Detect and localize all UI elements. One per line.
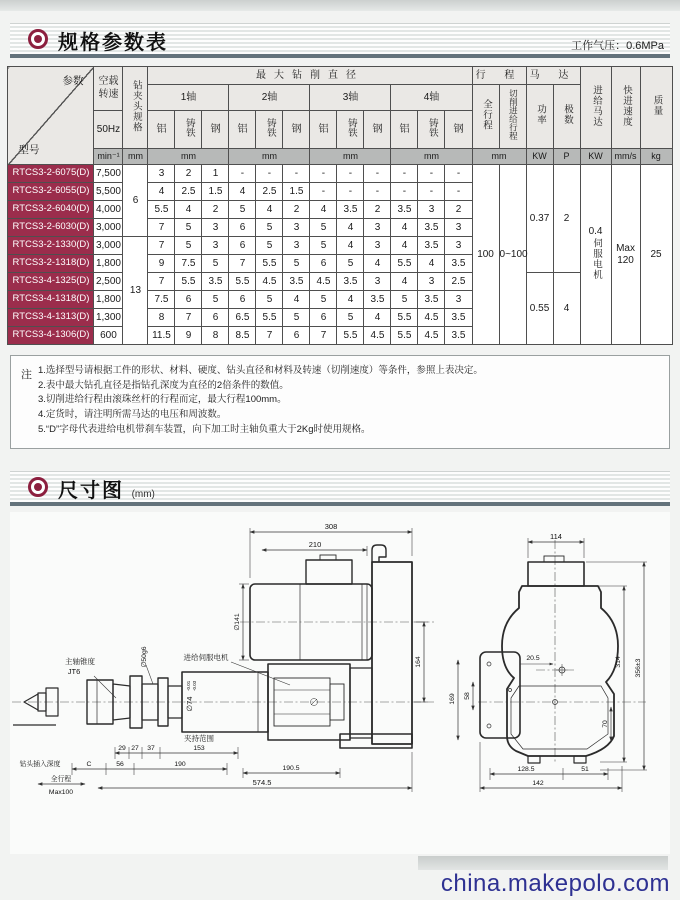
diameter-cell: 7 — [148, 237, 175, 255]
diameter-cell: 5 — [283, 255, 310, 273]
diameter-cell: 5 — [256, 291, 283, 309]
material-header: 铝 — [229, 111, 256, 149]
diameter-cell: 4 — [256, 201, 283, 219]
diameter-cell: 5 — [310, 219, 337, 237]
dim-70: 70 — [602, 719, 609, 728]
dim-153: 153 — [193, 744, 205, 752]
diameter-cell: 3 — [202, 237, 229, 255]
chuck-header: 钻夹头规格 — [123, 67, 148, 149]
freq-header: 50Hz — [94, 111, 123, 149]
diameter-cell: 4.5 — [418, 327, 445, 345]
note-item: 5.“D”字母代表进给电机带刹车装置，向下加工时主轴负重大于2Kg时使用规格。 — [38, 423, 371, 435]
diameter-cell: 4 — [391, 237, 418, 255]
diameter-cell: 5.5 — [148, 201, 175, 219]
dim-56: 56 — [116, 760, 124, 768]
dim-37: 37 — [147, 744, 155, 752]
chuck-size-cell: 6 — [123, 165, 148, 237]
shaft-dia-label: ∅50g6 — [141, 646, 148, 668]
diameter-cell: - — [337, 165, 364, 183]
unit-mass: kg — [640, 149, 672, 165]
diameter-cell: - — [364, 165, 391, 183]
power-cell: 0.37 — [526, 165, 553, 273]
section-bullet-icon — [28, 29, 48, 49]
dim-141: ∅141 — [234, 612, 241, 631]
diameter-cell: 5.5 — [229, 273, 256, 291]
notes-box — [10, 355, 670, 449]
diameter-cell: 7.5 — [175, 255, 202, 273]
diameter-cell: 3 — [283, 219, 310, 237]
diameter-cell: 4 — [148, 183, 175, 201]
diameter-cell: 4 — [418, 255, 445, 273]
diameter-cell: 7 — [256, 327, 283, 345]
material-header: 铸铁 — [418, 111, 445, 149]
end-view — [478, 540, 646, 764]
dim-20-5: 20.5 — [526, 654, 540, 662]
note-item: 2.表中最大钻孔直径是指钻孔深度为直径的2倍条件的数值。 — [38, 379, 289, 391]
model-cell: RTCS3-2-6055(D) — [8, 183, 94, 201]
clamp-range-label: 夹持范围 — [184, 733, 214, 743]
technical-drawing-svg — [10, 512, 670, 854]
diameter-cell: 3 — [445, 219, 472, 237]
diameter-cell: 3.5 — [364, 291, 391, 309]
diameter-cell: 2.5 — [445, 273, 472, 291]
motor-header: 马 达 — [526, 67, 580, 85]
speed-cell: 4,000 — [94, 201, 123, 219]
housing-dia-label — [185, 680, 197, 711]
unit-rapid: mm/s — [611, 149, 640, 165]
diameter-cell: 3 — [445, 291, 472, 309]
diameter-cell: 9 — [148, 255, 175, 273]
material-header: 钢 — [445, 111, 472, 149]
spec-section-title: 规格参数表 — [58, 32, 168, 54]
no-load-speed-header: 空载转速 — [94, 67, 123, 111]
diameter-cell: 7 — [310, 327, 337, 345]
diameter-cell: 5 — [391, 291, 418, 309]
diameter-cell: 1.5 — [202, 183, 229, 201]
spec-row — [8, 165, 672, 183]
diameter-cell: 11.5 — [148, 327, 175, 345]
note-item: 4.定货时，请注明所需马达的电压和周波数。 — [38, 409, 227, 421]
material-header: 钢 — [364, 111, 391, 149]
material-header: 铸铁 — [337, 111, 364, 149]
spec-table-body — [8, 165, 672, 345]
stroke-header: 行 程 — [472, 67, 526, 85]
diameter-cell: 5.5 — [256, 309, 283, 327]
unit-stroke: mm — [472, 149, 526, 165]
diameter-cell: - — [418, 183, 445, 201]
diameter-cell: 3.5 — [283, 273, 310, 291]
spindle-taper-value: JT6 — [67, 666, 81, 676]
feed-motor-cell: 0.4 伺服电机 — [580, 165, 611, 345]
dim-308: 308 — [324, 521, 338, 531]
diameter-cell: 4.5 — [418, 309, 445, 327]
full-stroke-label: 全行程 — [50, 775, 72, 783]
diameter-cell: - — [445, 183, 472, 201]
rapid-header: 快进速度 — [611, 67, 640, 149]
diameter-cell: - — [283, 165, 310, 183]
material-header: 铝 — [391, 111, 418, 149]
corner-model-label: 型号 — [18, 143, 40, 156]
dim-190: 190 — [174, 760, 186, 768]
unit-poles: P — [553, 149, 580, 165]
diameter-cell: 4 — [229, 183, 256, 201]
speed-cell: 3,000 — [94, 219, 123, 237]
dim-section-bar — [10, 471, 670, 506]
diameter-cell: 1 — [202, 165, 229, 183]
diameter-cell: 5 — [256, 219, 283, 237]
dim-section-title: 尺寸图 (mm) — [58, 479, 155, 502]
section-bullet-icon — [28, 477, 48, 497]
spec-section-bar — [10, 23, 670, 58]
feed-servo-label: 进给伺服电机 — [183, 652, 229, 662]
axis-1-header: 1轴 — [148, 85, 229, 111]
speed-cell: 5,500 — [94, 183, 123, 201]
diameter-cell: 6 — [283, 327, 310, 345]
diameter-cell: 3.5 — [445, 255, 472, 273]
diameter-cell: 6 — [175, 291, 202, 309]
axis-2-header: 2轴 — [229, 85, 310, 111]
diameter-cell: 3.5 — [418, 291, 445, 309]
mass-header: 质量 — [640, 67, 672, 149]
diameter-cell: 4 — [364, 255, 391, 273]
diameter-cell: 5 — [310, 291, 337, 309]
dim-314: 314 — [615, 655, 622, 668]
diameter-cell: - — [256, 165, 283, 183]
feed-stroke-header: 切削进给行程 — [499, 85, 526, 149]
axis-3-header: 3轴 — [310, 85, 391, 111]
speed-cell: 2,500 — [94, 273, 123, 291]
chuck-size-cell: 13 — [123, 237, 148, 345]
diameter-cell: 6 — [229, 219, 256, 237]
diameter-cell: - — [310, 165, 337, 183]
power-header: 功率 — [526, 85, 553, 149]
corner-cell — [8, 67, 94, 165]
mass-cell: 25 — [640, 165, 672, 345]
diameter-cell: 7 — [175, 309, 202, 327]
diameter-cell: 3 — [364, 219, 391, 237]
diameter-cell: - — [229, 165, 256, 183]
diameter-cell: 3 — [364, 237, 391, 255]
model-cell: RTCS3-4-1318(D) — [8, 291, 94, 309]
diameter-cell: 7.5 — [148, 291, 175, 309]
diameter-cell: 8 — [202, 327, 229, 345]
speed-cell: 1,800 — [94, 291, 123, 309]
material-header: 钢 — [202, 111, 229, 149]
diameter-cell: 2 — [445, 201, 472, 219]
full-stroke-header: 全行程 — [472, 85, 499, 149]
diameter-cell: - — [391, 165, 418, 183]
dim-210: 210 — [308, 539, 322, 549]
page-bottom-strip — [418, 856, 668, 870]
rapid-speed-cell: Max 120 — [611, 165, 640, 345]
units-row — [8, 149, 672, 165]
diameter-cell: - — [310, 183, 337, 201]
note-item: 1.选择型号请根据工件的形状、材料、硬度、钻头直径和材料及转速（切削速度）等条件，参照上表决定。 — [38, 365, 483, 376]
diameter-cell: 8.5 — [229, 327, 256, 345]
dimension-drawing — [10, 512, 670, 854]
material-header: 铝 — [310, 111, 337, 149]
dim-114: 114 — [550, 531, 562, 541]
material-header: 铸铁 — [256, 111, 283, 149]
dim-58: 58 — [464, 691, 471, 700]
unit-chuck: mm — [123, 149, 148, 165]
diameter-cell: 4 — [310, 201, 337, 219]
axis-4-header: 4轴 — [391, 85, 472, 111]
diameter-cell: 6 — [310, 255, 337, 273]
diameter-cell: 5.5 — [391, 309, 418, 327]
diameter-cell: 3.5 — [418, 219, 445, 237]
material-header: 铸铁 — [175, 111, 202, 149]
model-cell: RTCS3-2-6040(D) — [8, 201, 94, 219]
diameter-cell: 4 — [337, 291, 364, 309]
dim-27: 27 — [131, 744, 139, 752]
diameter-cell: 7 — [229, 255, 256, 273]
diameter-cell: 1.5 — [283, 183, 310, 201]
unit-drill: mm — [148, 149, 229, 165]
diameter-cell: 5.5 — [391, 255, 418, 273]
diameter-cell: 3.5 — [337, 201, 364, 219]
poles-header: 极数 — [553, 85, 580, 149]
diameter-cell: 2.5 — [256, 183, 283, 201]
diameter-cell: 3 — [445, 237, 472, 255]
diameter-cell: 6 — [310, 309, 337, 327]
working-pressure-note: 工作气压：0.6MPa — [571, 40, 664, 52]
unit-power: KW — [526, 149, 553, 165]
dim-29: 29 — [118, 744, 126, 752]
diameter-cell: 6 — [202, 309, 229, 327]
diameter-cell: 3 — [418, 201, 445, 219]
diameter-cell: 5 — [229, 201, 256, 219]
note-item: 3.切削进给行程由滚珠丝杆的行程而定，最大行程100mm。 — [38, 394, 287, 406]
diameter-cell: 2 — [202, 201, 229, 219]
diameter-cell: 4 — [391, 219, 418, 237]
diameter-cell: 7 — [148, 219, 175, 237]
diameter-cell: 2 — [283, 201, 310, 219]
diameter-cell: - — [337, 183, 364, 201]
diameter-cell: 5.5 — [337, 327, 364, 345]
diameter-cell: 6 — [229, 291, 256, 309]
header-row-1 — [8, 67, 672, 85]
spec-table — [7, 66, 672, 345]
diameter-cell: - — [418, 165, 445, 183]
diameter-cell: 2.5 — [175, 183, 202, 201]
diameter-cell: 3.5 — [418, 237, 445, 255]
diameter-cell: 4 — [283, 291, 310, 309]
unit-drill: mm — [229, 149, 310, 165]
diameter-cell: 4 — [391, 273, 418, 291]
material-header: 铝 — [148, 111, 175, 149]
watermark-text: china.makepolo.com — [440, 869, 670, 897]
diameter-cell: 5.5 — [391, 327, 418, 345]
diameter-cell: 5 — [310, 237, 337, 255]
material-header: 钢 — [283, 111, 310, 149]
model-cell: RTCS3-2-1330(D) — [8, 237, 94, 255]
diameter-cell: 3.5 — [337, 273, 364, 291]
diameter-cell: 7 — [148, 273, 175, 291]
diameter-cell: 3.5 — [202, 273, 229, 291]
poles-cell: 4 — [553, 273, 580, 345]
diameter-cell: - — [364, 183, 391, 201]
svg-text:-0.03: -0.03 — [192, 680, 197, 691]
unit-speed: min⁻¹ — [94, 149, 123, 165]
speed-cell: 3,000 — [94, 237, 123, 255]
speed-cell: 600 — [94, 327, 123, 345]
model-cell: RTCS3-2-6075(D) — [8, 165, 94, 183]
diameter-cell: 3 — [202, 219, 229, 237]
diameter-cell: 3 — [418, 273, 445, 291]
feed-stroke-cell: 0~100 — [499, 165, 526, 345]
corner-param-label: 参数 — [62, 75, 84, 87]
speed-cell: 1,800 — [94, 255, 123, 273]
diameter-cell: 5 — [175, 219, 202, 237]
diameter-cell: 4 — [337, 237, 364, 255]
diameter-cell: 3 — [283, 237, 310, 255]
dim-51: 51 — [581, 765, 589, 773]
diameter-cell: 4.5 — [256, 273, 283, 291]
spindle-taper-label: 主轴锥度 — [65, 656, 95, 666]
spec-row — [8, 273, 672, 291]
diameter-cell: 3.5 — [445, 309, 472, 327]
dim-128-5: 128.5 — [517, 765, 535, 773]
diameter-cell: 5 — [256, 237, 283, 255]
speed-cell: 1,300 — [94, 309, 123, 327]
diameter-cell: 5 — [202, 255, 229, 273]
diameter-cell: 2 — [364, 201, 391, 219]
diameter-cell: 5 — [337, 309, 364, 327]
max100-label: Max100 — [48, 788, 74, 796]
diameter-cell: 3.5 — [391, 201, 418, 219]
model-cell: RTCS3-2-6030(D) — [8, 219, 94, 237]
diameter-cell: 4 — [364, 309, 391, 327]
drill-depth-label: 钻头插入深度 — [19, 760, 61, 768]
side-view — [12, 545, 434, 748]
unit-drill: mm — [310, 149, 391, 165]
power-cell: 0.55 — [526, 273, 553, 345]
unit-drill: mm — [391, 149, 472, 165]
poles-cell: 2 — [553, 165, 580, 273]
model-cell: RTCS3-4-1306(D) — [8, 327, 94, 345]
diameter-cell: 6 — [229, 237, 256, 255]
unit-feed: KW — [580, 149, 611, 165]
full-stroke-cell: 100 — [472, 165, 499, 345]
svg-text:∅74: ∅74 — [185, 696, 194, 712]
diameter-cell: - — [445, 165, 472, 183]
model-cell: RTCS3-4-1313(D) — [8, 309, 94, 327]
notes-label: 注 — [21, 369, 32, 381]
diameter-cell: 3.5 — [445, 327, 472, 345]
dim-164: 164 — [415, 655, 422, 668]
diameter-cell: 8 — [148, 309, 175, 327]
diameter-cell: 4.5 — [310, 273, 337, 291]
feed-motor-header: 进给马达 — [580, 67, 611, 149]
diameter-cell: 3 — [148, 165, 175, 183]
dim-169: 169 — [449, 692, 456, 705]
diameter-cell: 9 — [175, 327, 202, 345]
diameter-cell: 5 — [175, 237, 202, 255]
diameter-cell: 5 — [202, 291, 229, 309]
dim-142: 142 — [532, 779, 544, 787]
diameter-cell: 6.5 — [229, 309, 256, 327]
diameter-cell: - — [391, 183, 418, 201]
diameter-cell: 3 — [364, 273, 391, 291]
dim-574-5: 574.5 — [252, 777, 272, 787]
dim-190-5: 190.5 — [282, 764, 300, 772]
page-top-strip — [0, 0, 680, 11]
diameter-cell: 5 — [337, 255, 364, 273]
dim-356: 356±3 — [635, 658, 642, 678]
dim-c: C — [86, 760, 92, 768]
bottom-dims — [20, 733, 412, 796]
max-drill-header: 最大钻削直径 — [148, 67, 472, 85]
svg-text:-0.01: -0.01 — [186, 680, 191, 691]
diameter-cell: 5 — [283, 309, 310, 327]
diameter-cell: 5.5 — [175, 273, 202, 291]
model-cell: RTCS3-2-1318(D) — [8, 255, 94, 273]
dim-unit-label: (mm) — [131, 488, 155, 500]
diameter-cell: 2 — [175, 165, 202, 183]
diameter-cell: 4.5 — [364, 327, 391, 345]
diameter-cell: 4 — [175, 201, 202, 219]
speed-cell: 7,500 — [94, 165, 123, 183]
model-cell: RTCS3-4-1325(D) — [8, 273, 94, 291]
diameter-cell: 4 — [337, 219, 364, 237]
diameter-cell: 5.5 — [256, 255, 283, 273]
